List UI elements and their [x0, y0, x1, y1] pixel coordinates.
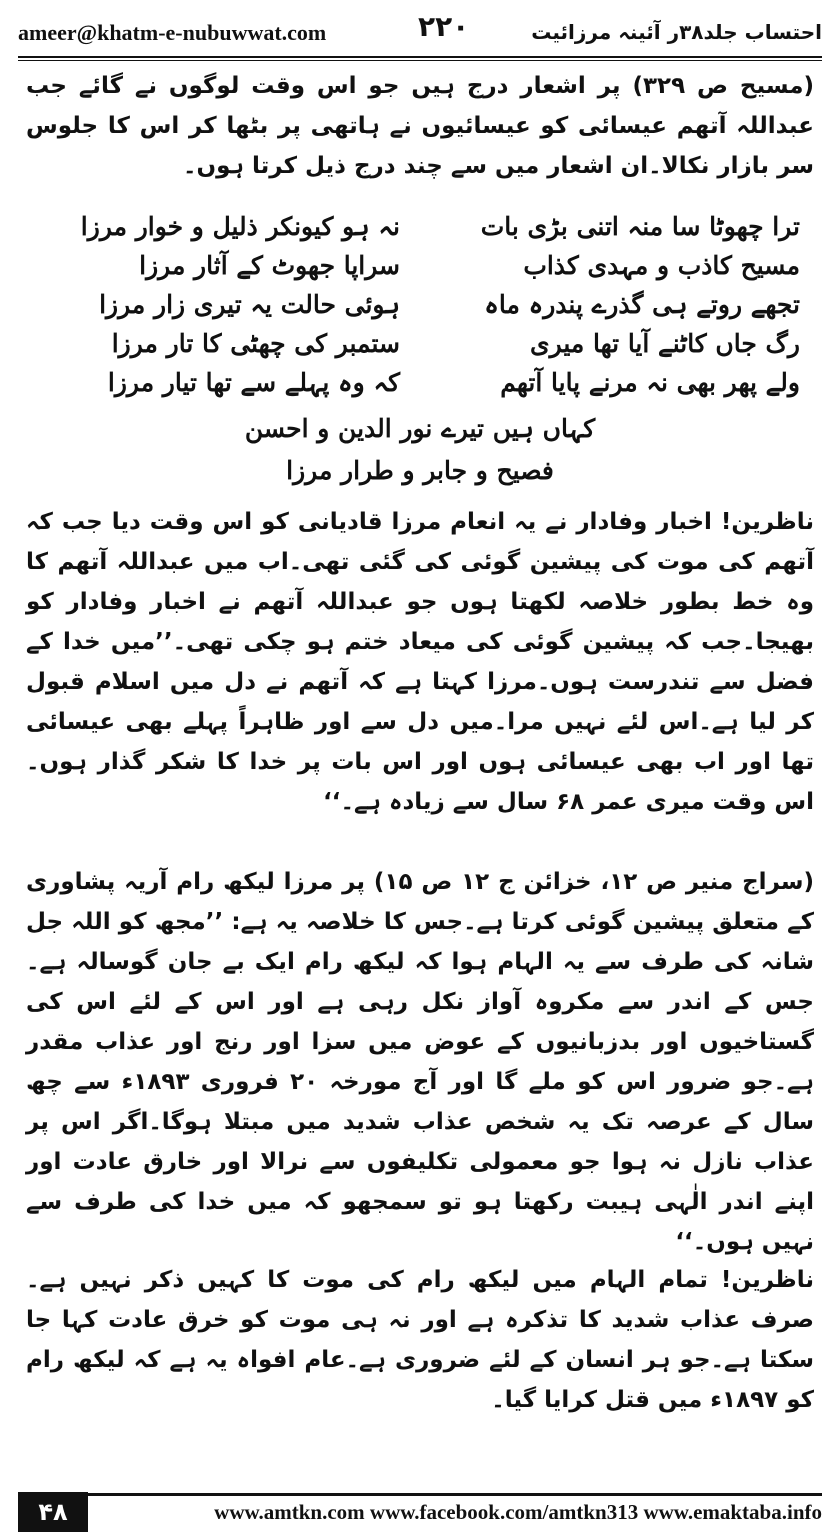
poem-line-left: ہوئی حالت یہ تیری زار مرزا [99, 290, 400, 319]
paragraph-athim-letter: ناظرین! اخبار وفادار نے یہ انعام مرزا قادیانی کو اس وقت دیا جب کہ آتھم کی موت کی پیشین گوئی کی گئی تھی۔اب میں عبداللہ آتھم کا وہ خط بطور خلاصہ لکھتا ہوں جو عبداللہ آتھم نے اخبار وفادار کو بھیجا۔جب کہ پیشین گوئی کی میعاد ختم ہو چکی تھی۔’’میں خدا کے فضل سے تندرست ہوں۔مرزا کہتا ہے کہ آتھم نے دل میں اسلام قبول کر لیا ہے۔اس لئے نہیں مرا۔میں دل سے اور ظاہراً پہلے بھی عیسائی تھا اور اب بھی عیسائی ہوں اور اس بات پر خدا کا شکر گذار ہوں۔اس وقت میری عمر ۶۸ سال سے زیادہ ہے۔‘‘ [26, 509, 814, 815]
paragraph-lekhram-prophecy: (سراج منیر ص ۱۲، خزائن ج ۱۲ ص ۱۵) پر مرزا لیکھ رام آریہ پشاوری کے متعلق پیشین گوئی کرتا ہے۔جس کا خلاصہ یہ ہے: ’’مجھ کو اللہ جل شانہ کی طرف سے یہ الہام ہوا کہ لیکھ رام ایک بے جان گوسالہ ہے۔جس کے اندر سے مکروہ آواز نکل رہی ہے اور اس کے لئے اس کی گستاخیوں اور بدزبانیوں کے عوض میں سزا اور رنج اور عذاب مقدر ہے۔جو ضرور اس کو ملے گا اور آج مورخہ ۲۰ فروری ۱۸۹۳ء سے چھ سال کے عرصہ تک یہ شخص عذاب شدید میں مبتلا ہوگا۔اگر اس پر عذاب نازل نہ ہوا جو معمولی تکلیفوں سے نرالا اور خارق عادت اور اپنے اندر الٰہی ہیبت رکھتا ہو تو سمجھو کہ میں خدا کی طرف سے نہیں ہوں۔‘‘ [26, 869, 815, 1255]
poem-line-left: کہ وہ پہلے سے تھا تیار مرزا [107, 368, 400, 397]
page-header [18, 10, 822, 54]
header-page-number: ۲۲۰ [418, 10, 470, 43]
poem-line-right: ولے پھر بھی نہ مرنے پایا آتھم [500, 368, 800, 397]
poem-final-line-1: کہاں ہیں تیرے نور الدین و احسن [244, 414, 596, 443]
poem-line-right: ترا چھوٹا سا منہ اتنی بڑی بات [480, 212, 800, 241]
poem-line-right: رگ جاں کاٹنے آیا تھا میری [530, 329, 800, 358]
poem-line-left: ستمبر کی چھٹی کا تار مرزا [111, 329, 400, 358]
poem-couplet [40, 290, 800, 329]
poem-couplet [40, 251, 800, 290]
footer-page-label: ۴۸ [18, 1492, 88, 1532]
page-footer [18, 1494, 822, 1534]
paragraph-intro: (مسیح ص ۳۲۹) پر اشعار درج ہیں جو اس وقت لوگوں نے گائے جب عبداللہ آتھم عیسائی کو عیسائیوں نے ہاتھی پر بٹھا کر اس کا جلوس سر بازار نکالا۔ان اشعار میں سے چند درج ذیل کرتا ہوں۔ [26, 73, 815, 179]
header-rule [18, 56, 822, 58]
footer-urls: www.amtkn.com www.facebook.com/amtkn313 www.emaktaba.info [214, 1500, 822, 1524]
poem-line-left: سراپا جھوٹ کے آثار مرزا [139, 251, 400, 280]
poem-line-left: نہ ہو کیونکر ذلیل و خوار مرزا [80, 212, 400, 241]
header-email: ameer@khatm-e-nubuwwat.com [18, 20, 327, 45]
header-title: احتساب جلد۳۸ر آئینہ مرزائیت [531, 20, 822, 44]
header-rule-thin [18, 60, 822, 61]
poem-couplet [40, 329, 800, 368]
paragraph-conclusion: ناظرین! تمام الہام میں لیکھ رام کی موت کا کہیں ذکر نہیں ہے۔صرف عذاب شدید کا تذکرہ ہے اور نہ ہی موت کو خرق عادت کہا جا سکتا ہے۔جو ہر انسان کے لئے ضروری ہے۔عام افواہ یہ ہے کہ لیکھ رام کو ۱۸۹۷ء میں قتل کرایا گیا۔ [26, 1267, 814, 1413]
poem-line-right: تجھے روتے ہی گذرے پندرہ ماہ [484, 290, 800, 319]
poem-couplet [40, 368, 800, 407]
poem-couplet [40, 212, 800, 251]
poem-line-right: مسیح کاذب و مہدی کذاب [523, 251, 800, 280]
poem-block [40, 212, 800, 407]
poem-final-line-2: فصیح و جابر و طرار مرزا [286, 456, 554, 485]
